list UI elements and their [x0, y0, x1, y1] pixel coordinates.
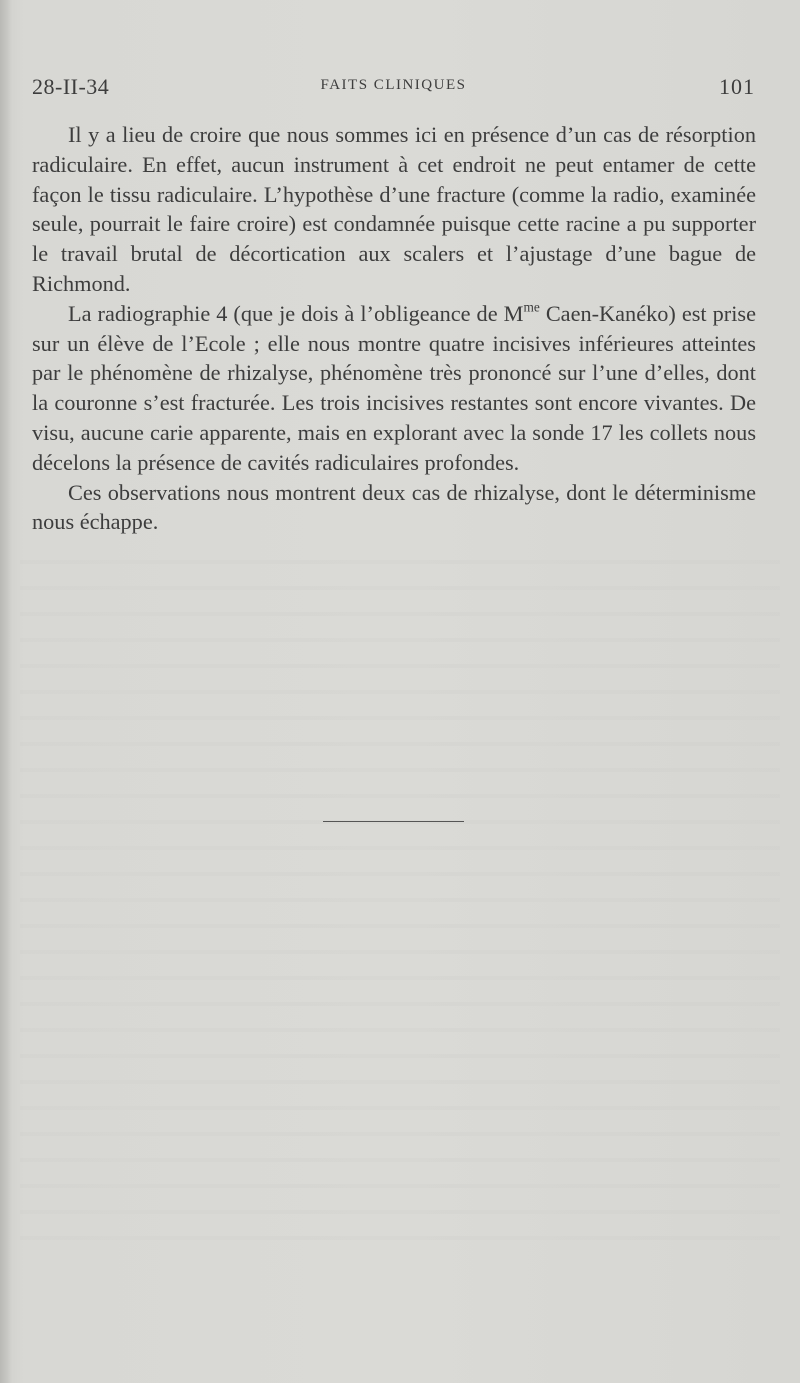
running-header — [32, 74, 755, 98]
title-superscript: me — [523, 299, 540, 315]
bleed-through-texture — [20, 560, 780, 1260]
page-edge-shadow — [0, 0, 12, 1383]
section-divider — [323, 821, 464, 822]
paragraph-resorption: Il y a lieu de croire que nous sommes ici en présence d’un cas de résorption radiculaire. En effet, aucun instrument à cet endroit ne peut entamer de cette façon le tissu radiculaire. L’hypothèse d’une fracture (comme la radio, examinée seule, pourrait le faire croire) est condamnée puisque cette racine a pu supporter le travail brutal de décortication aux scalers et l’ajustage d’une bague de Richmond. — [32, 122, 756, 296]
page-number: 101 — [719, 74, 755, 99]
paragraph-radiographie — [32, 299, 756, 478]
paragraph-radiographie-end: Caen-Kanéko) est prise sur un élève de l’Ecole ; elle nous montre quatre incisives inférieures atteintes par le phénomène de rhizalyse, phénomène très prononcé sur l’une d’elles, dont la couronne s’est fracturée. Les trois incisives restantes sont encore vivantes. De visu, aucune carie apparente, mais en explorant avec la sonde 17 les collets nous décelons la présence de cavités radiculaires profondes. — [32, 300, 756, 475]
header-date: 28-II-34 — [32, 74, 110, 99]
body-text — [32, 120, 756, 537]
paragraph-radiographie-start: La radiographie 4 (que je dois à l’obligeance de M — [68, 300, 524, 326]
header-section-title: FAITS CLINIQUES — [320, 77, 467, 93]
paragraph-conclusion: Ces observations nous montrent deux cas de rhizalyse, dont le déterminisme nous échappe. — [32, 479, 756, 535]
